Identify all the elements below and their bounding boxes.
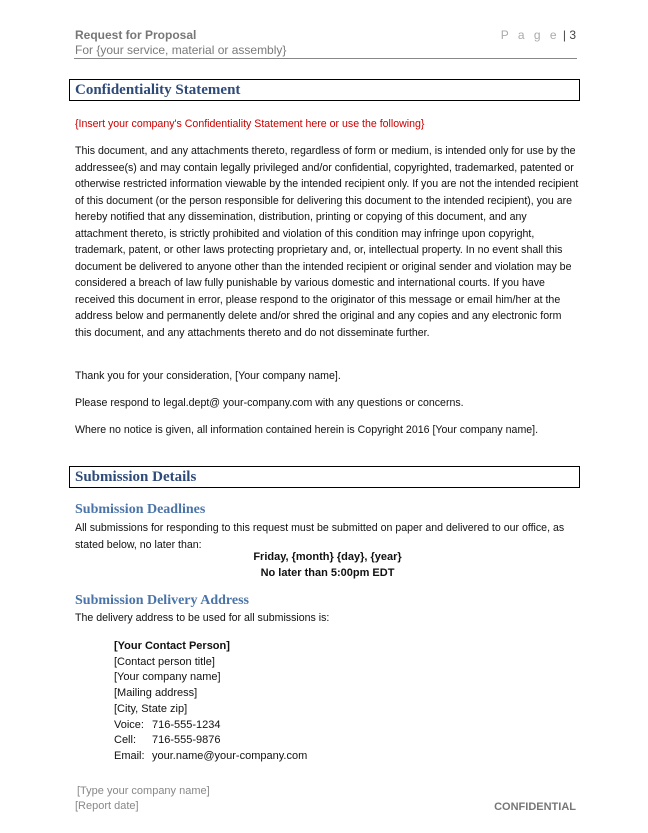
thanks-text: Thank you for your consideration, [Your company name].: [75, 370, 341, 382]
deadlines-text: All submissions for responding to this request must be submitted on paper and delivered to our office, as stated below, no later than:: [75, 522, 565, 551]
submission-heading-box: [69, 466, 580, 488]
deadline-date: Friday, {month} {day}, {year}: [253, 551, 402, 563]
contact-person: [Your Contact Person]: [114, 640, 230, 652]
footer-date: [Report date]: [75, 800, 139, 812]
contact-title: [Contact person title]: [114, 655, 215, 668]
respond-text: Please respond to legal.dept@ your-company.com with any questions or concerns.: [75, 397, 464, 409]
address-heading: Submission Delivery Address: [75, 593, 249, 608]
page-number: | 3: [562, 28, 576, 42]
copyright-text: Where no notice is given, all information contained herein is Copyright 2016 [Your company name].: [75, 424, 539, 436]
voice-label: Voice:: [114, 718, 144, 731]
header-title: Request for Proposal: [75, 28, 197, 42]
confidentiality-heading: Confidentiality Statement: [75, 82, 241, 98]
cell-line: [114, 733, 307, 749]
email-line: [114, 749, 307, 765]
cell-value: 716-555-9876: [152, 734, 221, 747]
voice-value: 716-555-1234: [152, 718, 221, 731]
confidentiality-instruction: {Insert your company's Confidentiality Statement here or use the following}: [75, 118, 425, 130]
mailing-address: [Mailing address]: [114, 687, 198, 700]
confidentiality-heading-box: [69, 79, 580, 101]
submission-heading: Submission Details: [75, 469, 197, 485]
voice-line: [114, 718, 307, 734]
page-label: P a g e: [500, 28, 560, 42]
deadlines-heading: Submission Deadlines: [75, 502, 206, 517]
city-state-zip: [City, State zip]: [114, 702, 188, 715]
email-value: your.name@your-company.com: [152, 749, 308, 762]
header-subtitle: For {your service, material or assembly}: [75, 43, 287, 57]
address-intro: The delivery address to be used for all submissions is:: [75, 612, 330, 624]
cell-label: Cell:: [114, 734, 137, 747]
email-label: Email:: [114, 749, 145, 762]
deadline-time: No later than 5:00pm EDT: [260, 567, 395, 579]
delivery-address-block: [114, 639, 307, 765]
header-rule: [74, 58, 577, 59]
footer-company: [Type your company name]: [77, 785, 210, 797]
page-indicator: [501, 28, 576, 42]
confidentiality-paragraph: This document, and any attachments thereto, regardless of form or medium, is intended only for use by the addressee(s) and may contain legally privileged and/or confidential, copyrighted, trademarked, patented or otherwise restricted information viewable by the intended recipient only. If you are not the intended recipient of this document (or the person responsible for delivering this document to the intended recipient), you are hereby notified that any dissemination, distribution, printing or copying of this document, and any attachment thereto, is strictly prohibited and violation of this condition may infringe upon copyright, trademark, patent, or other laws protecting proprietary and, or, intellectual property. In no event shall this document be delivered to anyone other than the intended recipient or original sender and violation may be considered a breach of law fully punishable by various domestic and international courts. If you have received this document in error, please respond to the originator of this message or email him/her at the address below and permanently delete and/or shred the original and any copies and any electronic form this document, and any attachments thereto and do not disseminate further.: [75, 145, 579, 339]
footer-classification: CONFIDENTIAL: [494, 801, 576, 813]
company-name: [Your company name]: [114, 671, 221, 684]
